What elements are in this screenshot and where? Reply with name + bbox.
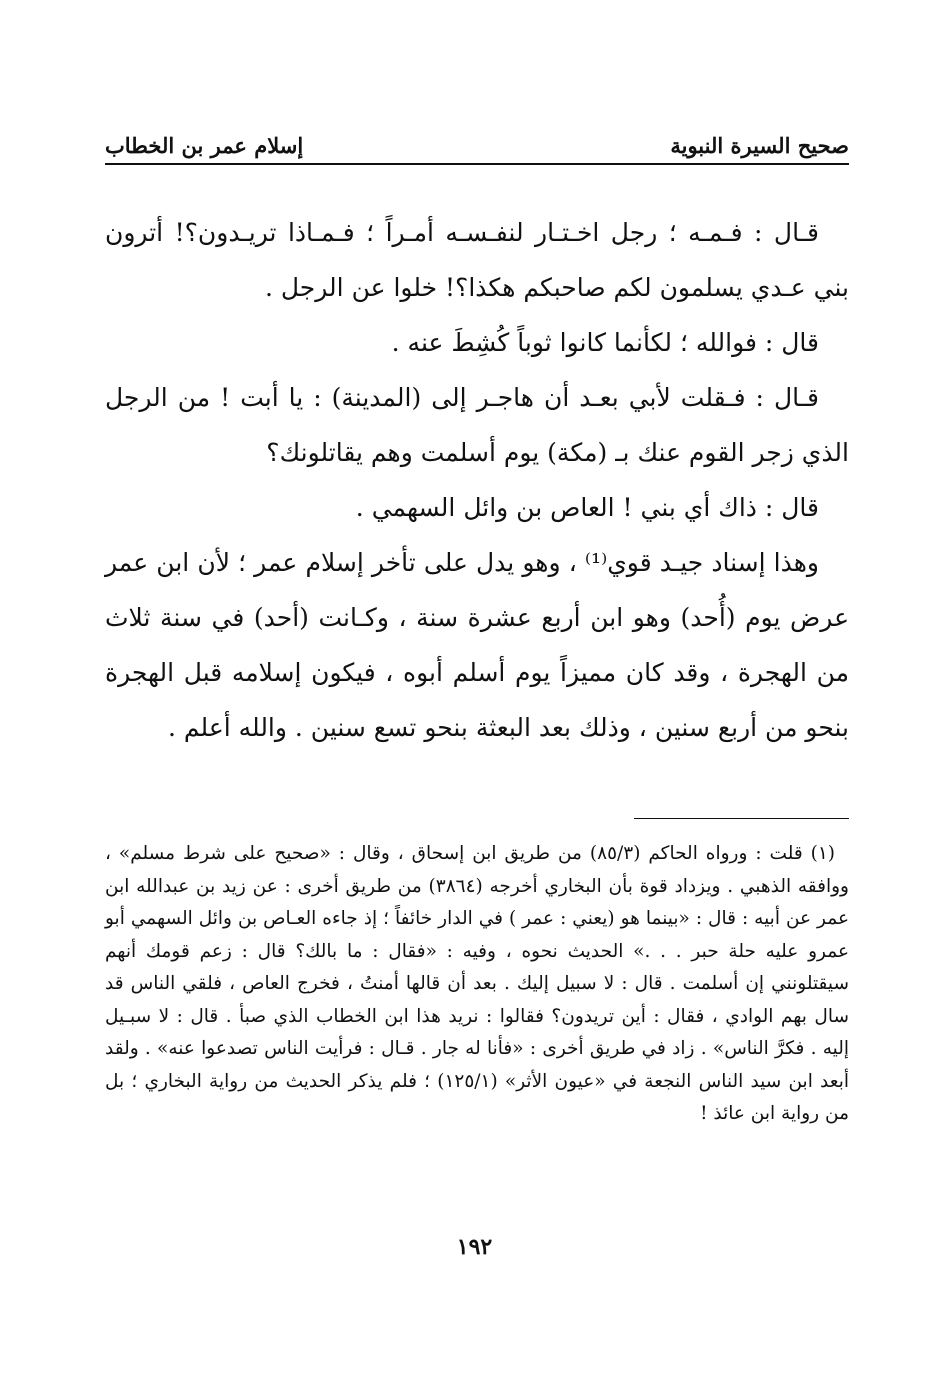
paragraph: قال : ذاك أي بني ! العاص بن وائل السهمي . [355, 493, 819, 522]
chapter-title: إسلام عمر بن الخطاب [105, 133, 304, 158]
page-number: ١٩٢ [456, 1234, 493, 1260]
header-divider [105, 163, 849, 165]
paragraph: وهذا إسناد جيـد قوي⁽¹⁾ ، وهو يدل على تأخر إسلام عمر ؛ لأن ابن عمر عرض يوم (أُحد) وهو ابن أربع عشرة سنة ، وكـانت (أحد) في سنة ثلاث من الهجرة ، وقد كان مميزاً يوم أسلم أبوه ، فيكون إسلامه قبل الهجرة بنحو من أربع سنين ، وذلك بعد البعثة بنحو تسع سنين . والله أعلم . [105, 548, 849, 742]
paragraph: قال : فوالله ؛ لكأنما كانوا ثوباً كُشِطَ عنه . [391, 328, 819, 357]
footnotes [105, 838, 849, 1131]
footnote-1: (١) قلت : ورواه الحاكم (٨٥/٣) من طريق ابن إسحاق ، وقال : «صحيح على شرط مسلم» ، ووافقه الذهبي . ويزداد قوة بأن البخاري أخرجه (٣٨٦٤) من طريق أخرى : عن زيد بن عبدالله ابن عمر عن أبيه : قال : «بينما هو (يعني : عمر ) في الدار خائفاً ؛ إذ جاءه العـاص بن وائل السهمي أبو عمرو عليه حلة حبر . . .» الحديث نحوه ، وفيه : «فقال : ما بالك؟ قال : زعم قومك أنهم سيقتلونني إن أسلمت . قال : لا سبيل إليك . بعد أن قالها أمنتُ ، فخرج العاص ، فلقي الناس قد سال بهم الوادي ، فقال : أين تريدون؟ فقالوا : نريد هذا ابن الخطاب الذي صبأ . قال : لا سبـيل إليه . فكرَّ الناس» . زاد في طريق أخرى : «فأنا له جار . قـال : فرأيت الناس تصدعوا عنه» . ولقد أبعد ابن سيد الناس النجعة في «عيون الأثر» (١٢٥/١) ؛ فلم يذكر الحديث من رواية البخاري ؛ بل من رواية ابن عائذ ! [105, 843, 849, 1124]
book-title: صحيح السيرة النبوية [670, 133, 849, 158]
main-text [105, 205, 849, 755]
paragraph: قـال : فـمـه ؛ رجل اخـتـار لنفـسـه أمـراً ؛ فـمـاذا تريـدون؟! أترون بني عـدي يسلمون لكم صاحبكم هكذا؟! خلوا عن الرجل . [105, 218, 849, 302]
paragraph: قـال : فـقلت لأبي بعـد أن هاجـر إلى (المدينة) : يا أبت ! من الرجل الذي زجر القوم عنك بـ (مكة) يوم أسلمت وهم يقاتلونك؟ [105, 383, 849, 467]
footnote-divider [634, 818, 849, 819]
running-header [105, 118, 849, 158]
